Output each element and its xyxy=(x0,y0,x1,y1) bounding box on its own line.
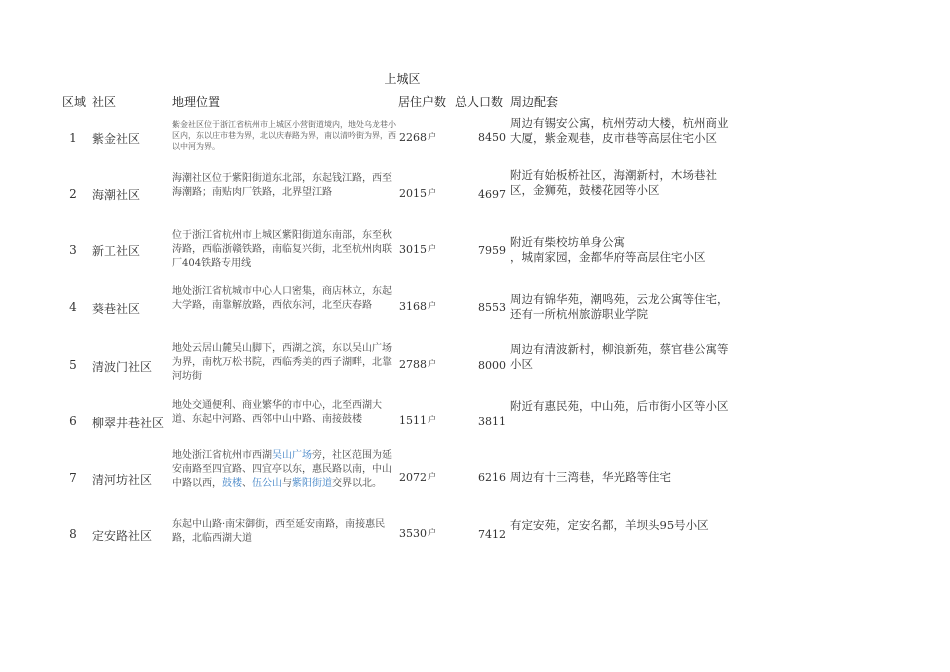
community-name: 新工社区 xyxy=(92,244,141,258)
district-title: 上城区 xyxy=(384,72,421,86)
location-text: 地处浙江省杭州市西湖吴山广场旁，社区范围为延安南路至四宜路、四宜亭以东，惠民路以南，中山中路以西，鼓楼、伍公山与紫阳街道交界以北。 xyxy=(172,450,392,489)
household-count: 2268户 xyxy=(399,131,436,144)
location-text: 地处云居山麓吴山脚下，西湖之滨，东以吴山广场为界，南枕万松书院，西临秀美的西子湖畔，北靠河坊街 xyxy=(172,343,392,382)
location-text: 紫金社区位于浙江省杭州市上城区小营街道境内，地处乌龙巷小区内，东以庄市巷为界，北以庆春路为界，南以清吟街为界，西以中河为界。 xyxy=(172,120,396,151)
population-count: 3811 xyxy=(478,415,506,428)
link-ziyang-street[interactable]: 紫阳街道 xyxy=(292,478,332,489)
population-count: 8450 xyxy=(478,131,506,144)
row-index: 3 xyxy=(69,243,77,257)
header-amenities: 周边配套 xyxy=(510,95,559,109)
row-index: 4 xyxy=(69,300,77,314)
location-text: 位于浙江省杭州市上城区紫阳街道东南部，东至秋涛路，西临浙赣铁路，南临复兴街，北至杭州肉联厂404铁路专用线 xyxy=(172,230,392,269)
amenities-text: 附近有始板桥社区，海潮新村，木场巷社区，金狮苑，鼓楼花园等小区 xyxy=(510,168,717,197)
link-wushan-square[interactable]: 吴山广场 xyxy=(272,450,312,461)
household-count: 3530户 xyxy=(399,527,436,540)
amenities-text: 有定安苑，定安名都，羊坝头95号小区 xyxy=(510,518,709,532)
row-index: 1 xyxy=(69,131,77,145)
header-households: 居住户数 xyxy=(398,95,447,109)
row-index: 6 xyxy=(69,414,77,428)
location-text: 地处浙江省杭城市中心人口密集，商店林立，东起大学路，南靠解放路，西依东河，北至庆春路 xyxy=(172,286,392,311)
community-name: 海潮社区 xyxy=(92,188,141,202)
amenities-text: 附近有柴校坊单身公寓 ，城南家园，金都华府等高层住宅小区 xyxy=(510,235,706,264)
row-index: 2 xyxy=(69,187,77,201)
amenities-text: 周边有十三湾巷，华光路等住宅 xyxy=(510,470,671,484)
amenities-text: 周边有清波新村，柳浪新苑，蔡官巷公寓等小区 xyxy=(510,342,729,371)
table-row xyxy=(0,398,950,456)
header-location: 地理位置 xyxy=(172,95,221,109)
population-count: 7412 xyxy=(478,528,506,541)
header-region: 区域 xyxy=(62,95,87,109)
community-name: 柳翠井巷社区 xyxy=(92,416,165,430)
location-text: 东起中山路·南宋御街，西至延安南路，南接惠民路，北临西湖大道 xyxy=(172,519,386,544)
table-row xyxy=(0,284,950,342)
row-index: 8 xyxy=(69,527,77,541)
row-index: 5 xyxy=(69,358,77,372)
household-count: 3168户 xyxy=(399,300,436,313)
amenities-text: 附近有惠民苑，中山苑，后市街小区等小区 xyxy=(510,399,729,413)
link-wugongshan[interactable]: 伍公山 xyxy=(252,478,282,489)
household-count: 1511户 xyxy=(399,414,436,427)
community-name: 定安路社区 xyxy=(92,529,153,543)
household-count: 2015户 xyxy=(399,187,436,200)
table-row xyxy=(0,341,950,399)
population-count: 8553 xyxy=(478,301,506,314)
table-row xyxy=(0,170,950,228)
location-text: 地处交通便利、商业繁华的市中心，北至西湖大道、东起中河路、西邻中山中路、南接鼓楼 xyxy=(172,400,382,425)
header-community: 社区 xyxy=(92,95,117,109)
amenities-text: 周边有锡安公寓，杭州劳动大楼，杭州商业大厦，紫金观巷，皮市巷等高层住宅小区 xyxy=(510,116,729,145)
community-name: 清河坊社区 xyxy=(92,473,153,487)
community-name: 紫金社区 xyxy=(92,132,141,146)
population-count: 4697 xyxy=(478,188,506,201)
table-row xyxy=(0,226,950,284)
table-row xyxy=(0,514,950,572)
link-gulou[interactable]: 鼓楼 xyxy=(222,478,242,489)
table-row xyxy=(0,114,950,172)
table-row xyxy=(0,449,950,507)
amenities-text: 周边有锦华苑，潮鸣苑，云龙公寓等住宅，还有一所杭州旅游职业学院 xyxy=(510,292,729,321)
population-count: 7959 xyxy=(478,244,506,257)
household-count: 2072户 xyxy=(399,471,436,484)
row-index: 7 xyxy=(69,471,77,485)
population-count: 6216 xyxy=(478,471,506,484)
header-population: 总人口数 xyxy=(455,95,504,109)
population-count: 8000 xyxy=(478,359,506,372)
household-count: 2788户 xyxy=(399,358,436,371)
location-text: 海潮社区位于紫阳街道东北部，东起钱江路，西至海潮路；南贴肉厂铁路，北界望江路 xyxy=(172,173,392,198)
community-name: 葵巷社区 xyxy=(92,302,141,316)
household-count: 3015户 xyxy=(399,243,436,256)
community-name: 清波门社区 xyxy=(92,360,153,374)
